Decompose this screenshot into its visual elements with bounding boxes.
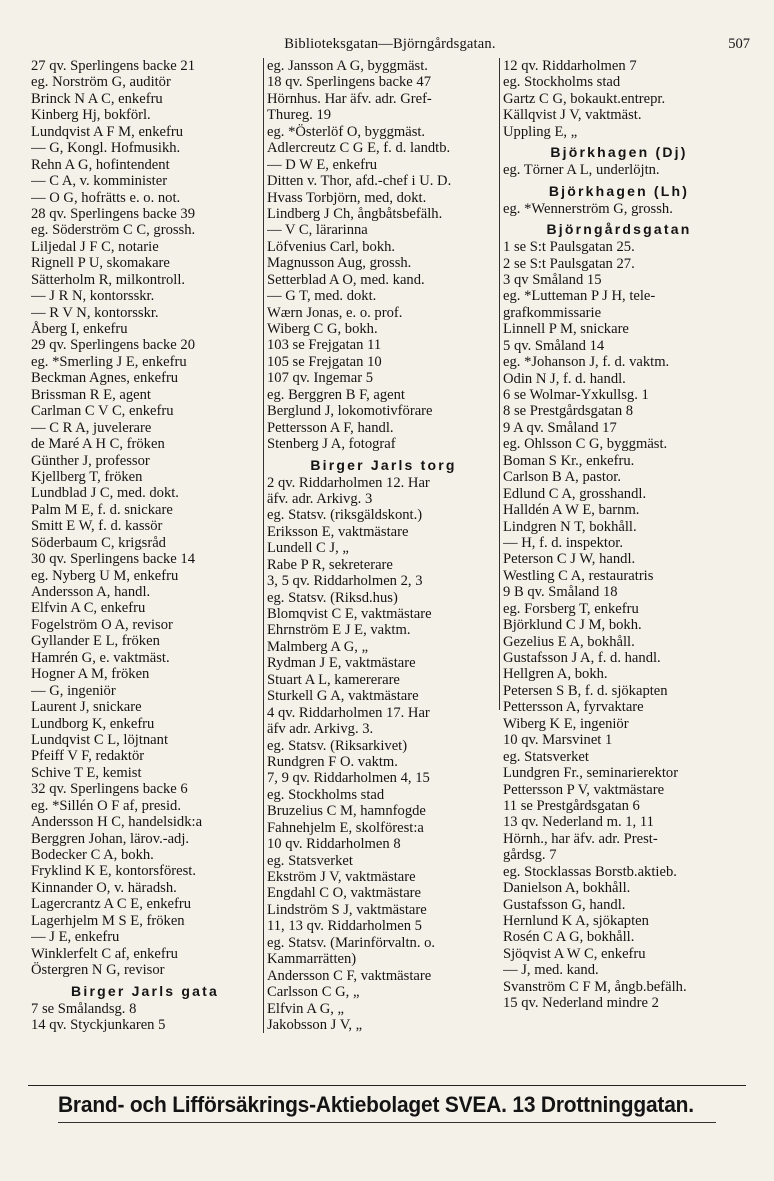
- directory-entry: Andersson C F, vaktmästare: [267, 967, 432, 984]
- directory-entry: Eriksson E, vaktmästare: [267, 523, 409, 540]
- directory-entry: Stenberg J A, fotograf: [267, 436, 396, 453]
- directory-entry: Gyllander E L, fröken: [31, 633, 160, 650]
- directory-entry: Lundell C J, „: [267, 540, 349, 557]
- directory-entry: eg. Nyberg U M, enkefru: [31, 567, 179, 584]
- directory-entry: Sturkell G A, vaktmästare: [267, 688, 419, 705]
- directory-entry: Thureg. 19: [267, 107, 332, 124]
- page-header: [30, 36, 750, 58]
- street-heading: Björkhagen (Dj): [550, 144, 688, 161]
- directory-entry: — G, ingeniör: [31, 682, 116, 699]
- directory-entry: Günther J, professor: [31, 452, 150, 469]
- directory-entry: Gartz C G, bokaukt.entrepr.: [503, 90, 666, 107]
- directory-entry: Malmberg A G, „: [267, 638, 369, 655]
- directory-entry: 29 qv. Sperlingens backe 20: [31, 337, 196, 354]
- directory-entry: Fryklind K E, kontorsförest.: [31, 863, 196, 880]
- directory-entry: Rabe P R, sekreterare: [267, 556, 393, 573]
- footer-advertisement: Brand- och Lifförsäkrings-Aktiebolaget SVEA. 13 Drottninggatan.: [58, 1092, 694, 1117]
- directory-entry: eg. Ohlsson C G, byggmäst.: [503, 436, 668, 453]
- directory-entry: 9 A qv. Småland 17: [503, 419, 617, 436]
- directory-entry: 10 qv. Marsvinet 1: [503, 732, 613, 749]
- directory-entry: eg. Statsv. (Marinförvaltn. o.: [267, 934, 436, 951]
- directory-entry: 1 se S:t Paulsgatan 25.: [503, 239, 635, 256]
- directory-entry: Wærn Jonas, e. o. prof.: [267, 304, 403, 321]
- directory-entry: Winklerfelt C af, enkefru: [31, 945, 178, 962]
- directory-entry: Sätterholm R, milkontroll.: [31, 271, 186, 288]
- directory-entry: 2 se S:t Paulsgatan 27.: [503, 255, 635, 272]
- directory-entry: eg. Statsverket: [267, 852, 353, 869]
- directory-entry: Fogelström O A, revisor: [31, 616, 173, 633]
- directory-entry: Carlsson C G, „: [267, 984, 360, 1001]
- directory-entry: Hernlund K A, sjökapten: [503, 913, 649, 929]
- directory-entry: Sjöqvist A W C, enkefru: [503, 945, 646, 962]
- directory-entry: Smitt E W, f. d. kassör: [31, 518, 163, 535]
- directory-entry: Löfvenius Carl, bokh.: [267, 238, 396, 255]
- directory-entry: eg. *Österlöf O, byggmäst.: [267, 123, 426, 140]
- directory-entry: Liljedal J F C, notarie: [31, 238, 159, 255]
- street-heading: Birger Jarls torg: [310, 456, 457, 473]
- directory-entry: Schive T E, kemist: [31, 764, 142, 781]
- directory-entry: Setterblad A O, med. kand.: [267, 271, 425, 288]
- directory-entry: Elfvin A C, enkefru: [31, 600, 146, 617]
- directory-entry: Rosén C A G, bokhåll.: [503, 929, 635, 946]
- column-3: [499, 58, 735, 1012]
- directory-entry: Söderbaum C, krigsråd: [31, 534, 166, 551]
- directory-entry: Gustafsson J A, f. d. handl.: [503, 650, 661, 666]
- directory-entry: Odin N J, f. d. handl.: [503, 370, 626, 387]
- directory-entry: Kammarrätten): [267, 951, 357, 968]
- footer-underline: [58, 1122, 716, 1123]
- directory-entry: Östergren N G, revisor: [31, 962, 165, 979]
- directory-entry: Pfeiff V F, redaktör: [31, 748, 145, 765]
- directory-entry: Engdahl C O, vaktmästare: [267, 885, 422, 902]
- directory-entry: Peterson C J W, handl.: [503, 551, 636, 568]
- directory-entry: Palm M E, f. d. snickare: [31, 501, 173, 518]
- directory-entry: Rignell P U, skomakare: [31, 255, 170, 272]
- directory-entry: Rydman J E, vaktmästare: [267, 655, 416, 672]
- directory-entry: — H, f. d. inspektor.: [503, 534, 623, 551]
- street-heading: Björkhagen (Lh): [548, 182, 690, 199]
- directory-entry: 9 B qv. Småland 18: [503, 584, 618, 601]
- page-number: 507: [728, 36, 750, 52]
- directory-entry: Wiberg K E, ingeniör: [503, 715, 629, 732]
- column-2: [263, 58, 500, 1033]
- directory-entry: Bruzelius C M, hamnfogde: [267, 803, 426, 820]
- directory-entry: Hogner A M, fröken: [31, 666, 150, 683]
- directory-entry: eg. Statsv. (Riksd.hus): [267, 589, 398, 606]
- directory-entry: eg. Törner A L, underlöjtn.: [503, 162, 660, 179]
- directory-entry: Gezelius E A, bokhåll.: [503, 633, 635, 650]
- directory-entry: Kinnander O, v. häradsh.: [31, 879, 177, 896]
- directory-entry: Lundborg K, enkefru: [31, 715, 155, 732]
- directory-entry: Berglund J, lokomotivförare: [267, 403, 433, 420]
- directory-entry: Kjellberg T, fröken: [31, 468, 143, 485]
- directory-entry: Laurent J, snickare: [31, 699, 142, 716]
- directory-entry: Hörnh., har äfv. adr. Prest-: [503, 830, 658, 847]
- directory-entry: Rehn A G, hofintendent: [31, 156, 170, 173]
- directory-entry: Blomqvist C E, vaktmästare: [267, 606, 432, 622]
- directory-entry: Elfvin A G, „: [267, 1000, 345, 1017]
- directory-entry: 15 qv. Nederland mindre 2: [503, 995, 659, 1012]
- directory-entry: eg. Stockholms stad: [503, 74, 621, 91]
- directory-entry: Andersson H C, handelsidk:a: [31, 814, 203, 831]
- directory-entry: 18 qv. Sperlingens backe 47: [267, 74, 432, 91]
- directory-entry: Bodecker C A, bokh.: [31, 847, 154, 863]
- directory-entry: eg. *Johanson J, f. d. vaktm.: [503, 354, 670, 371]
- street-heading: Björngårdsgatan: [546, 221, 692, 238]
- directory-entry: 27 qv. Sperlingens backe 21: [31, 58, 196, 74]
- directory-entry: — J R N, kontorsskr.: [31, 288, 155, 305]
- directory-entry: grafkommissarie: [503, 304, 602, 321]
- directory-entry: Pettersson A, fyrvaktare: [503, 699, 644, 716]
- directory-entry: — O G, hofrätts e. o. not.: [31, 189, 181, 206]
- directory-entry: 105 se Frejgatan 10: [267, 353, 382, 370]
- directory-entry: — G, Kongl. Hofmusikh.: [31, 140, 181, 157]
- directory-entry: — J E, enkefru: [31, 929, 120, 946]
- directory-entry: 3 qv Småland 15: [503, 271, 602, 288]
- directory-entry: Lagercrantz A C E, enkefru: [31, 896, 192, 913]
- directory-entry: — C R A, juvelerare: [31, 419, 152, 436]
- directory-entry: 7 se Smålandsg. 8: [31, 1000, 137, 1017]
- directory-entry: Carlson B A, pastor.: [503, 469, 621, 486]
- directory-entry: Ekström J V, vaktmästare: [267, 869, 416, 885]
- directory-entry: 32 qv. Sperlingens backe 6: [31, 781, 188, 798]
- directory-entry: Pettersson P V, vaktmästare: [503, 781, 665, 798]
- directory-entry: Hvass Torbjörn, med, dokt.: [267, 189, 427, 206]
- directory-entry: Carlman C V C, enkefru: [31, 403, 174, 420]
- directory-entry: — D W E, enkefru: [267, 156, 378, 173]
- directory-entry: 14 qv. Styckjunkaren 5: [31, 1016, 166, 1033]
- directory-entry: 4 qv. Riddarholmen 17. Har: [267, 704, 430, 721]
- directory-entry: eg. Berggren B F, agent: [267, 386, 405, 403]
- directory-entry: 11 se Prestgårdsgatan 6: [503, 797, 640, 814]
- directory-entry: — C A, v. komminister: [31, 173, 168, 190]
- directory-entry: Lundqvist C L, löjtnant: [31, 731, 169, 748]
- directory-entry: Magnusson Aug, grossh.: [267, 255, 412, 272]
- directory-entry: Gustafsson G, handl.: [503, 896, 626, 913]
- directory-entry: eg. Stockholms stad: [267, 786, 385, 803]
- directory-entry: Hörnhus. Har äfv. adr. Gref-: [267, 90, 432, 107]
- directory-entry: — R V N, kontorsskr.: [31, 304, 159, 321]
- directory-entry: Lundgren Fr., seminarierektor: [503, 765, 679, 782]
- directory-entry: eg. Stocklassas Borstb.aktieb.: [503, 863, 677, 880]
- directory-entry: eg. *Lutteman P J H, tele-: [503, 288, 656, 305]
- directory-entry: 13 qv. Nederland m. 1, 11: [503, 814, 654, 831]
- directory-entry: Ehrnström E J E, vaktm.: [267, 622, 411, 639]
- directory-entry: 30 qv. Sperlingens backe 14: [31, 551, 196, 568]
- directory-entry: Jakobsson J V, „: [267, 1016, 363, 1033]
- directory-entry: Adlercreutz C G E, f. d. landtb.: [267, 140, 451, 157]
- directory-entry: 7, 9 qv. Riddarholmen 4, 15: [267, 770, 430, 787]
- directory-entry: Wiberg C G, bokh.: [267, 321, 378, 337]
- directory-entry: Lindberg J Ch, ångbåtsbefälh.: [267, 205, 443, 222]
- directory-entry: Lundblad J C, med. dokt.: [31, 485, 179, 502]
- directory-entry: gårdsg. 7: [503, 847, 557, 864]
- directory-entry: Danielson A, bokhåll.: [503, 880, 631, 897]
- directory-entry: Westling C A, restauratris: [503, 567, 654, 584]
- directory-entry: Pettersson A F, handl.: [267, 419, 394, 436]
- running-title: Biblioteksgatan—Björngårdsgatan.: [284, 36, 496, 52]
- directory-entry: Andersson A, handl.: [31, 584, 151, 600]
- directory-entry: Brinck N A C, enkefru: [31, 90, 163, 107]
- directory-entry: eg. Statsv. (riksgäldskont.): [267, 507, 423, 524]
- directory-entry: Källqvist J V, vaktmäst.: [503, 107, 642, 124]
- directory-entry: Lindström S J, vaktmästare: [267, 901, 427, 918]
- directory-entry: 2 qv. Riddarholmen 12. Har: [267, 474, 430, 491]
- directory-entry: eg. Statsverket: [503, 748, 589, 765]
- directory-entry: Brissman R E, agent: [31, 386, 151, 403]
- directory-entry: Petersen S B, f. d. sjökapten: [503, 682, 668, 699]
- directory-entry: 8 se Prestgårdsgatan 8: [503, 403, 634, 420]
- directory-entry: 107 qv. Ingemar 5: [267, 370, 374, 387]
- directory-entry: Fahnehjelm E, skolförest:a: [267, 819, 424, 836]
- directory-entry: Hamrén G, e. vaktmäst.: [31, 649, 170, 666]
- directory-entry: Berggren Johan, lärov.-adj.: [31, 830, 190, 847]
- directory-entry: 11, 13 qv. Riddarholmen 5: [267, 918, 422, 935]
- directory-entry: 5 qv. Småland 14: [503, 337, 605, 354]
- directory-entry: äfv adr. Arkivg. 3.: [267, 721, 374, 738]
- directory-entry: Ditten v. Thor, afd.-chef i U. D.: [267, 173, 452, 190]
- directory-entry: Linnell P M, snickare: [503, 321, 629, 338]
- directory-entry: Boman S Kr., enkefru.: [503, 452, 635, 469]
- directory-entry: Kinberg Hj, bokförl.: [31, 107, 151, 124]
- directory-entry: 3, 5 qv. Riddarholmen 2, 3: [267, 573, 423, 590]
- directory-entry: eg. Norström G, auditör: [31, 74, 171, 91]
- directory-entry: — J, med. kand.: [503, 962, 599, 979]
- directory-entry: eg. *Wennerström G, grossh.: [503, 200, 673, 217]
- directory-entry: Lundqvist A F M, enkefru: [31, 123, 184, 140]
- directory-entry: — V C, lärarinna: [267, 222, 368, 239]
- directory-entry: eg. *Sillén O F af, presid.: [31, 797, 181, 814]
- directory-entry: eg. Statsv. (Riksarkivet): [267, 737, 408, 754]
- directory-entry: Edlund C A, grosshandl.: [503, 485, 647, 502]
- directory-entry: eg. Söderström C C, grossh.: [31, 222, 196, 239]
- directory-entry: eg. *Smerling J E, enkefru: [31, 353, 187, 370]
- street-heading: Birger Jarls gata: [71, 982, 219, 999]
- directory-entry: Björklund C J M, bokh.: [503, 617, 642, 634]
- directory-entry: eg. Forsberg T, enkefru: [503, 600, 639, 617]
- directory-entry: Beckman Agnes, enkefru: [31, 370, 179, 387]
- directory-entry: de Maré A H C, fröken: [31, 436, 165, 453]
- directory-entry: Stuart A L, kamererare: [267, 671, 400, 688]
- directory-entry: Svanström C F M, ångb.befälh.: [503, 978, 687, 995]
- column-1: [31, 58, 259, 1033]
- directory-entry: äfv. adr. Arkivg. 3: [267, 490, 373, 507]
- directory-entry: 28 qv. Sperlingens backe 39: [31, 205, 196, 222]
- directory-entry: 103 se Frejgatan 11: [267, 337, 382, 354]
- directory-entry: Halldén A W E, barnm.: [503, 502, 640, 519]
- directory-entry: Lagerhjelm M S E, fröken: [31, 912, 185, 929]
- directory-entry: Uppling E, „: [503, 123, 578, 140]
- directory-entry: 6 se Wolmar-Yxkullsg. 1: [503, 387, 649, 403]
- directory-entry: 12 qv. Riddarholmen 7: [503, 58, 637, 74]
- directory-entry: 10 qv. Riddarholmen 8: [267, 836, 401, 853]
- directory-entry: eg. Jansson A G, byggmäst.: [267, 58, 428, 74]
- directory-entry: — G T, med. dokt.: [267, 288, 377, 305]
- directory-entry: Hellgren A, bokh.: [503, 666, 608, 683]
- directory-entry: Lindgren N T, bokhåll.: [503, 518, 637, 535]
- directory-entry: Åberg I, enkefru: [31, 321, 128, 337]
- directory-entry: Rundgren F O. vaktm.: [267, 753, 398, 770]
